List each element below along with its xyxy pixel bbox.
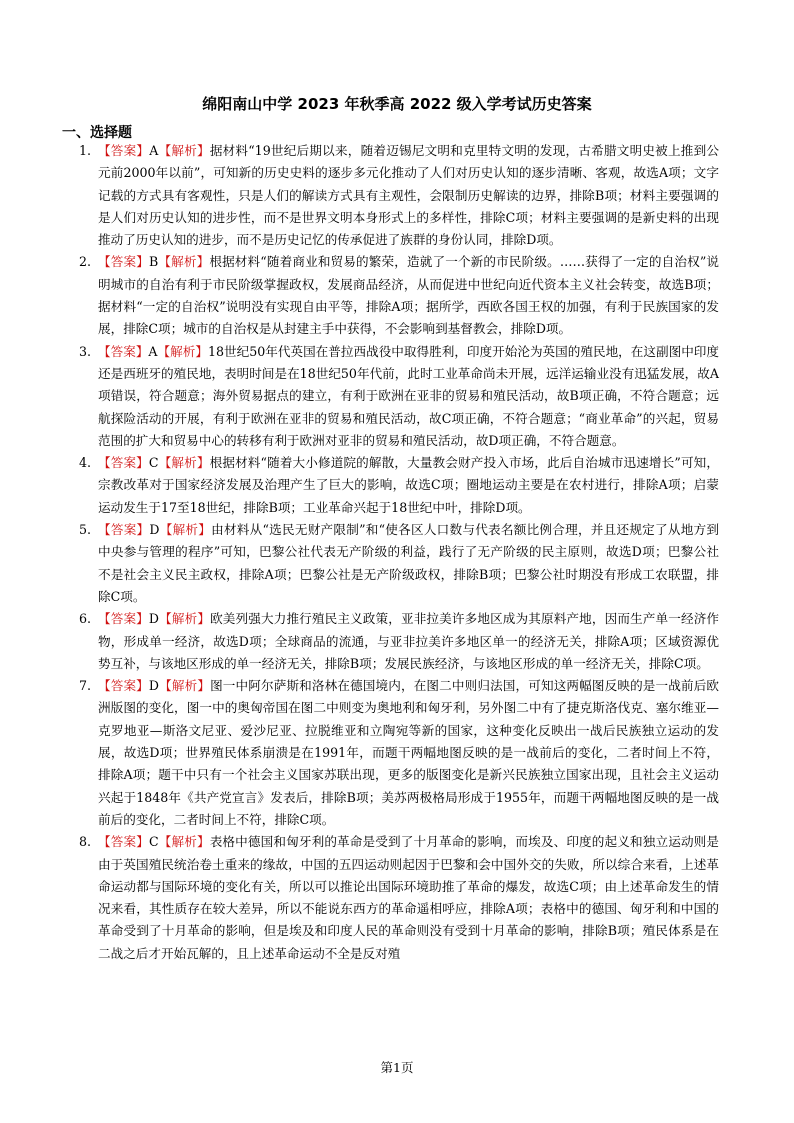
answer-choice: A	[148, 343, 158, 359]
answer-item-7	[79, 675, 719, 831]
item-number: 6.	[79, 611, 92, 627]
item-number: 7.	[79, 678, 92, 694]
analysis-text: 根据材料“随着大小修道院的解散，大量教会财产投入市场，此后自治城市迅速增长”可知，宗教改革对于国家经济发展及治理产生了巨大的影响，故选C项；圈地运动主要是在农村进行，排除A项；启蒙运动发生于17至18世纪，排除B项；工业革命兴起于18世纪中叶，排除D项。	[98, 455, 719, 515]
analysis-tag: 【解析】	[159, 522, 212, 538]
answer-choice: D	[148, 611, 160, 627]
analysis-text: 根据材料“随着商业和贸易的繁荣，造就了一个新的市民阶级。……获得了一定的自治权”说明城市的自治有利于市民阶级掌握政权，发展商品经济，从而促进中世纪向近代资本主义社会转变，故选B项；据材料“一定的自治权”说明没有实现自由平等，排除A项；据所学，西欧各国王权的加强，有利于民族国家的发展，排除C项；城市的自治权是从封建主手中获得，不会影响到基督教会，排除D项。	[98, 254, 719, 337]
analysis-tag: 【解析】	[159, 611, 211, 627]
item-number: 8.	[79, 834, 92, 850]
answer-tag: 【答案】	[98, 254, 149, 270]
analysis-tag: 【解析】	[157, 343, 208, 359]
answer-item-2	[79, 251, 719, 340]
answer-item-3	[79, 341, 719, 452]
analysis-text: 由材料从“选民无财产限制”和“使各区人口数与代表名额比例合理，并且还规定了从地方到中央参与管理的程序”可知，巴黎公社代表无产阶级的利益，践行了无产阶级的民主原则，故选D项；巴黎公社不是社会主义民主政权，排除A项；巴黎公社是无产阶级政权，排除B项；巴黎公社时期没有形成工农联盟，排除C项。	[98, 522, 719, 604]
page-number: 第1页	[380, 1060, 414, 1075]
answer-tag: 【答案】	[98, 678, 149, 694]
item-number: 5.	[79, 522, 92, 538]
answer-tag: 【答案】	[98, 343, 149, 359]
item-number: 3.	[79, 343, 92, 359]
answer-choice: C	[148, 834, 159, 850]
page-title: 绵阳南山中学 2023 年秋季高 2022 级入学考试历史答案	[202, 95, 592, 113]
analysis-tag: 【解析】	[158, 834, 210, 850]
answer-choice: D	[149, 522, 160, 538]
answer-item-8	[79, 831, 719, 965]
analysis-tag: 【解析】	[158, 455, 210, 471]
answer-item-5	[79, 519, 719, 608]
answer-choice: A	[149, 143, 159, 158]
answer-tag: 【答案】	[98, 522, 150, 538]
answer-tag: 【答案】	[98, 834, 149, 850]
section-heading: 一、选择题	[62, 125, 132, 141]
analysis-text: 图一中阿尔萨斯和洛林在德国境内，在图二中则归法国，可知这两幅图反映的是一战前后欧洲版图的变化，图一中的奥匈帝国在图二中则变为奥地利和匈牙利，另外图二中有了捷克斯洛伐克、塞尔维亚—克罗地亚—斯洛文尼亚、爱沙尼亚、拉脱维亚和立陶宛等新的国家，这种变化反映出一战后民族独立运动的发展，故选D项；世界殖民体系崩溃是在1991年，而题干两幅地图反映的是一战前后的变化，二者时间上不符，排除A项；题干中只有一个社会主义国家苏联出现，更多的版图变化是新兴民族独立国家出现，且社会主义运动兴起于1848年《共产党宣言》发表后，排除B项；美苏两极格局形成于1955年，而题干两幅地图反映的是一战前后的变化，二者时间上不符，排除C项。	[98, 678, 720, 827]
analysis-tag: 【解析】	[158, 254, 210, 270]
analysis-text: 18世纪50年代英国在普拉西战役中取得胜利，印度开始沦为英国的殖民地，在这副图中印度还是西班牙的殖民地，表明时间是在18世纪50年代前，此时工业革命尚未开展，远洋运输业没有迅猛发展，故A项错误，符合题意；海外贸易据点的建立，有利于欧洲在亚非的贸易和殖民活动，故B项正确，不符合题意；远航探险活动的开展，有利于欧洲在亚非的贸易和殖民活动，故C项正确，不符合题意；“商业革命”的兴起，贸易范围的扩大和贸易中心的转移有利于欧洲对亚非的贸易和殖民活动，故D项正确，不符合题意。	[98, 343, 720, 448]
item-number: 4.	[79, 455, 92, 471]
answer-list	[79, 140, 719, 965]
item-number: 1.	[79, 143, 92, 158]
analysis-tag: 【解析】	[159, 678, 211, 694]
analysis-text: 欧美列强大力推行殖民主义政策，亚非拉美许多地区成为其原料产地，因而生产单一经济作物，形成单一经济，故选D项；全球商品的流通，与亚非拉美许多地区单一的经济无关，排除A项；区域资源优势互补，与该地区形成的单一经济无关，排除B项；发展民族经济，与该地区形成的单一经济无关，排除C项。	[98, 611, 720, 671]
answer-item-4	[79, 452, 719, 519]
answer-tag: 【答案】	[98, 611, 149, 627]
answer-tag: 【答案】	[98, 143, 150, 158]
analysis-tag: 【解析】	[158, 143, 210, 158]
item-number: 2.	[79, 254, 92, 270]
answer-tag: 【答案】	[98, 455, 149, 471]
analysis-text: 据材料“19世纪后期以来，随着迈锡尼文明和克里特文明的发现，古希腊文明史被上推到公元前2000年以前”，可知新的历史史料的逐步多元化推动了人们对历史认知的逐步清晰、客观，故选A项；文字记载的方式具有客观性，只是人们的解读方式具有主观性，会限制历史解读的边界，排除B项；材料主要强调的是人们对历史认知的进步性，而不是世界文明本身形式上的多样性，排除C项；材料主要强调的是新史料的出现推动了历史认知的进步，而不是历史记忆的传承促进了族群的身份认同，排除D项。	[98, 143, 720, 248]
answer-choice: D	[148, 678, 160, 694]
answer-item-1	[79, 140, 719, 251]
analysis-text: 表格中德国和匈牙利的革命是受到了十月革命的影响，而埃及、印度的起义和独立运动则是由于英国殖民统治卷土重来的缘故，中国的五四运动则起因于巴黎和会中国外交的失败，所以综合来看，上述革命运动都与国际环境的变化有关，所以可以推论出国际环境助推了革命的爆发，故选C项；由上述革命发生的情况来看，其性质存在较大差异，所以不能说东西方的革命遥相呼应，排除A项；表格中的德国、匈牙利和中国的革命受到了十月革命的影响，但是埃及和印度人民的革命则没有受到十月革命的影响，排除B项；殖民体系是在二战之后才开始瓦解的，且上述革命运动不全是反对殖	[98, 834, 720, 961]
answer-item-6	[79, 608, 719, 675]
answer-choice: B	[148, 254, 159, 270]
answer-choice: C	[148, 455, 159, 471]
